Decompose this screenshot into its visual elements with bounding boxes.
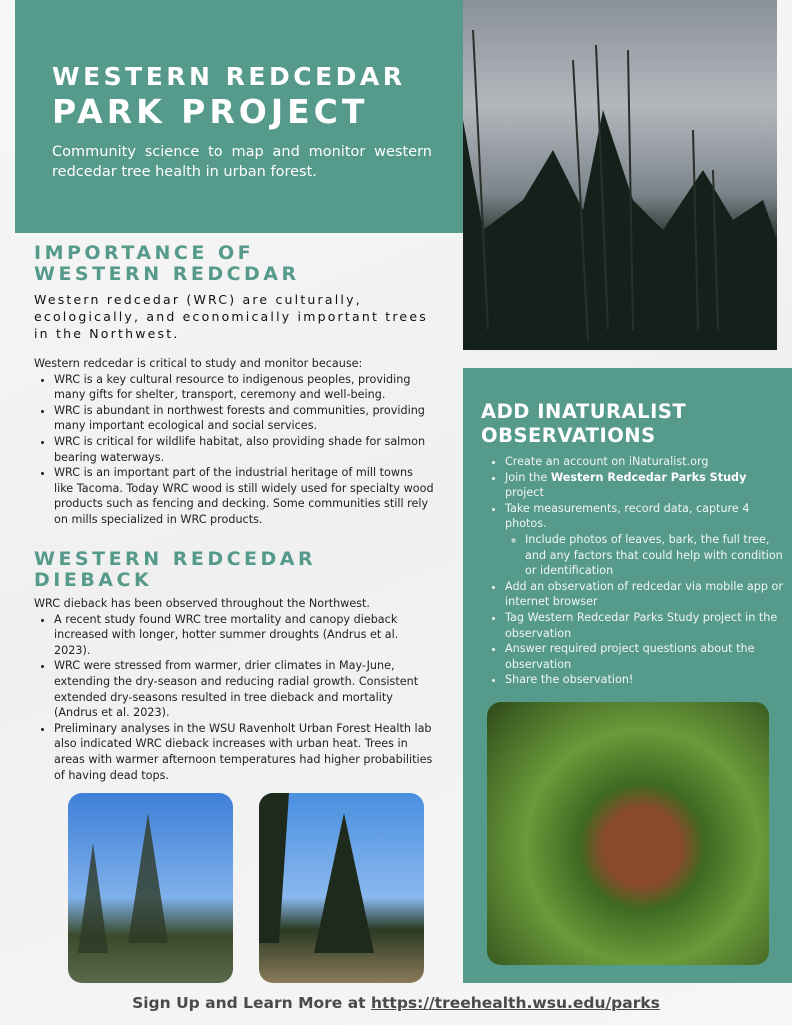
heading-line: ADD INATURALIST	[481, 400, 687, 423]
heading-line: IMPORTANCE OF	[34, 242, 255, 264]
step-item: • Tag Western Redcedar Parks Study project in the observation	[505, 610, 785, 641]
list-item: • WRC is an important part of the industrial heritage of mill towns like Tacoma. Today WRC wood is still widely used for specialty wood products such as fencing and decking. Some communities still rely on mills specialized in WRC products.	[54, 465, 434, 527]
step-text: Join the	[505, 470, 551, 484]
dieback-heading	[34, 549, 434, 591]
sub-step-item: ◦ Include photos of leaves, bark, the full tree, and any factors that could help with condition or identification	[525, 532, 785, 579]
footer-text: Sign Up and Learn More at	[132, 994, 371, 1012]
inaturalist-heading	[481, 400, 686, 448]
importance-intro: Western redcedar is critical to study and monitor because:	[34, 357, 363, 370]
list-item: • Preliminary analyses in the WSU Ravenholt Urban Forest Health lab also indicated WRC dieback increases with urban heat. Trees in areas with warmer afternoon temperatures had higher probabilities of having dead tops.	[54, 721, 434, 783]
trees-silhouette	[463, 0, 777, 350]
title-line-2: PARK PROJECT	[52, 92, 369, 131]
dieback-section	[34, 549, 434, 783]
list-item: • WRC were stressed from warmer, drier climates in May-June, extending the dry-season and reducing radial growth. Consistent extended dry-seasons resulted in tree dieback and mortality (Andrus et al. 2023).	[54, 658, 434, 720]
subtitle: Community science to map and monitor western redcedar tree health in urban forest.	[52, 144, 432, 180]
heading-line: WESTERN REDCEDAR	[34, 548, 317, 570]
footer	[0, 994, 792, 1012]
importance-heading	[34, 243, 434, 285]
title-banner	[15, 0, 463, 233]
step-text: project	[505, 486, 544, 500]
step-item: • Add an observation of redcedar via mobile app or internet browser	[505, 579, 785, 610]
step-item: • Create an account on iNaturalist.org	[505, 454, 785, 470]
title-line-1: WESTERN REDCEDAR	[52, 62, 406, 91]
list-item: • WRC is a key cultural resource to indigenous peoples, providing many gifts for shelter, transport, ceremony and well-being.	[54, 372, 434, 403]
step-item	[505, 501, 785, 579]
street-trees-photo	[68, 793, 233, 983]
heading-line: DIEBACK	[34, 569, 153, 591]
park-tree-photo	[259, 793, 424, 983]
heading-line: OBSERVATIONS	[481, 424, 656, 447]
step-item	[505, 470, 785, 501]
list-item: • A recent study found WRC tree mortality and canopy dieback increased with longer, hotter summer droughts (Andrus et al. 2023).	[54, 612, 434, 659]
cedar-cones-photo	[487, 702, 769, 965]
step-item: • Answer required project questions about the observation	[505, 641, 785, 672]
step-text: Take measurements, record data, capture 4 photos.	[505, 501, 750, 531]
list-item: • WRC is critical for wildlife habitat, also providing shade for salmon bearing waterways.	[54, 434, 434, 465]
signup-link[interactable]: https://treehealth.wsu.edu/parks	[370, 994, 660, 1012]
tree-silhouette	[259, 793, 424, 983]
tree-silhouette	[68, 793, 233, 983]
project-name: Western Redcedar Parks Study	[550, 470, 747, 484]
importance-section	[34, 243, 434, 528]
importance-lead: Western redcedar (WRC) are culturally, ecologically, and economically important trees in the Northwest.	[34, 292, 428, 341]
step-item: • Share the observation!	[505, 672, 785, 688]
dieback-trees-photo	[463, 0, 777, 350]
list-item: • WRC is abundant in northwest forests and communities, providing many important ecological and social services.	[54, 403, 434, 434]
dieback-intro: WRC dieback has been observed throughout the Northwest.	[34, 597, 370, 610]
heading-line: WESTERN REDCDAR	[34, 263, 300, 285]
